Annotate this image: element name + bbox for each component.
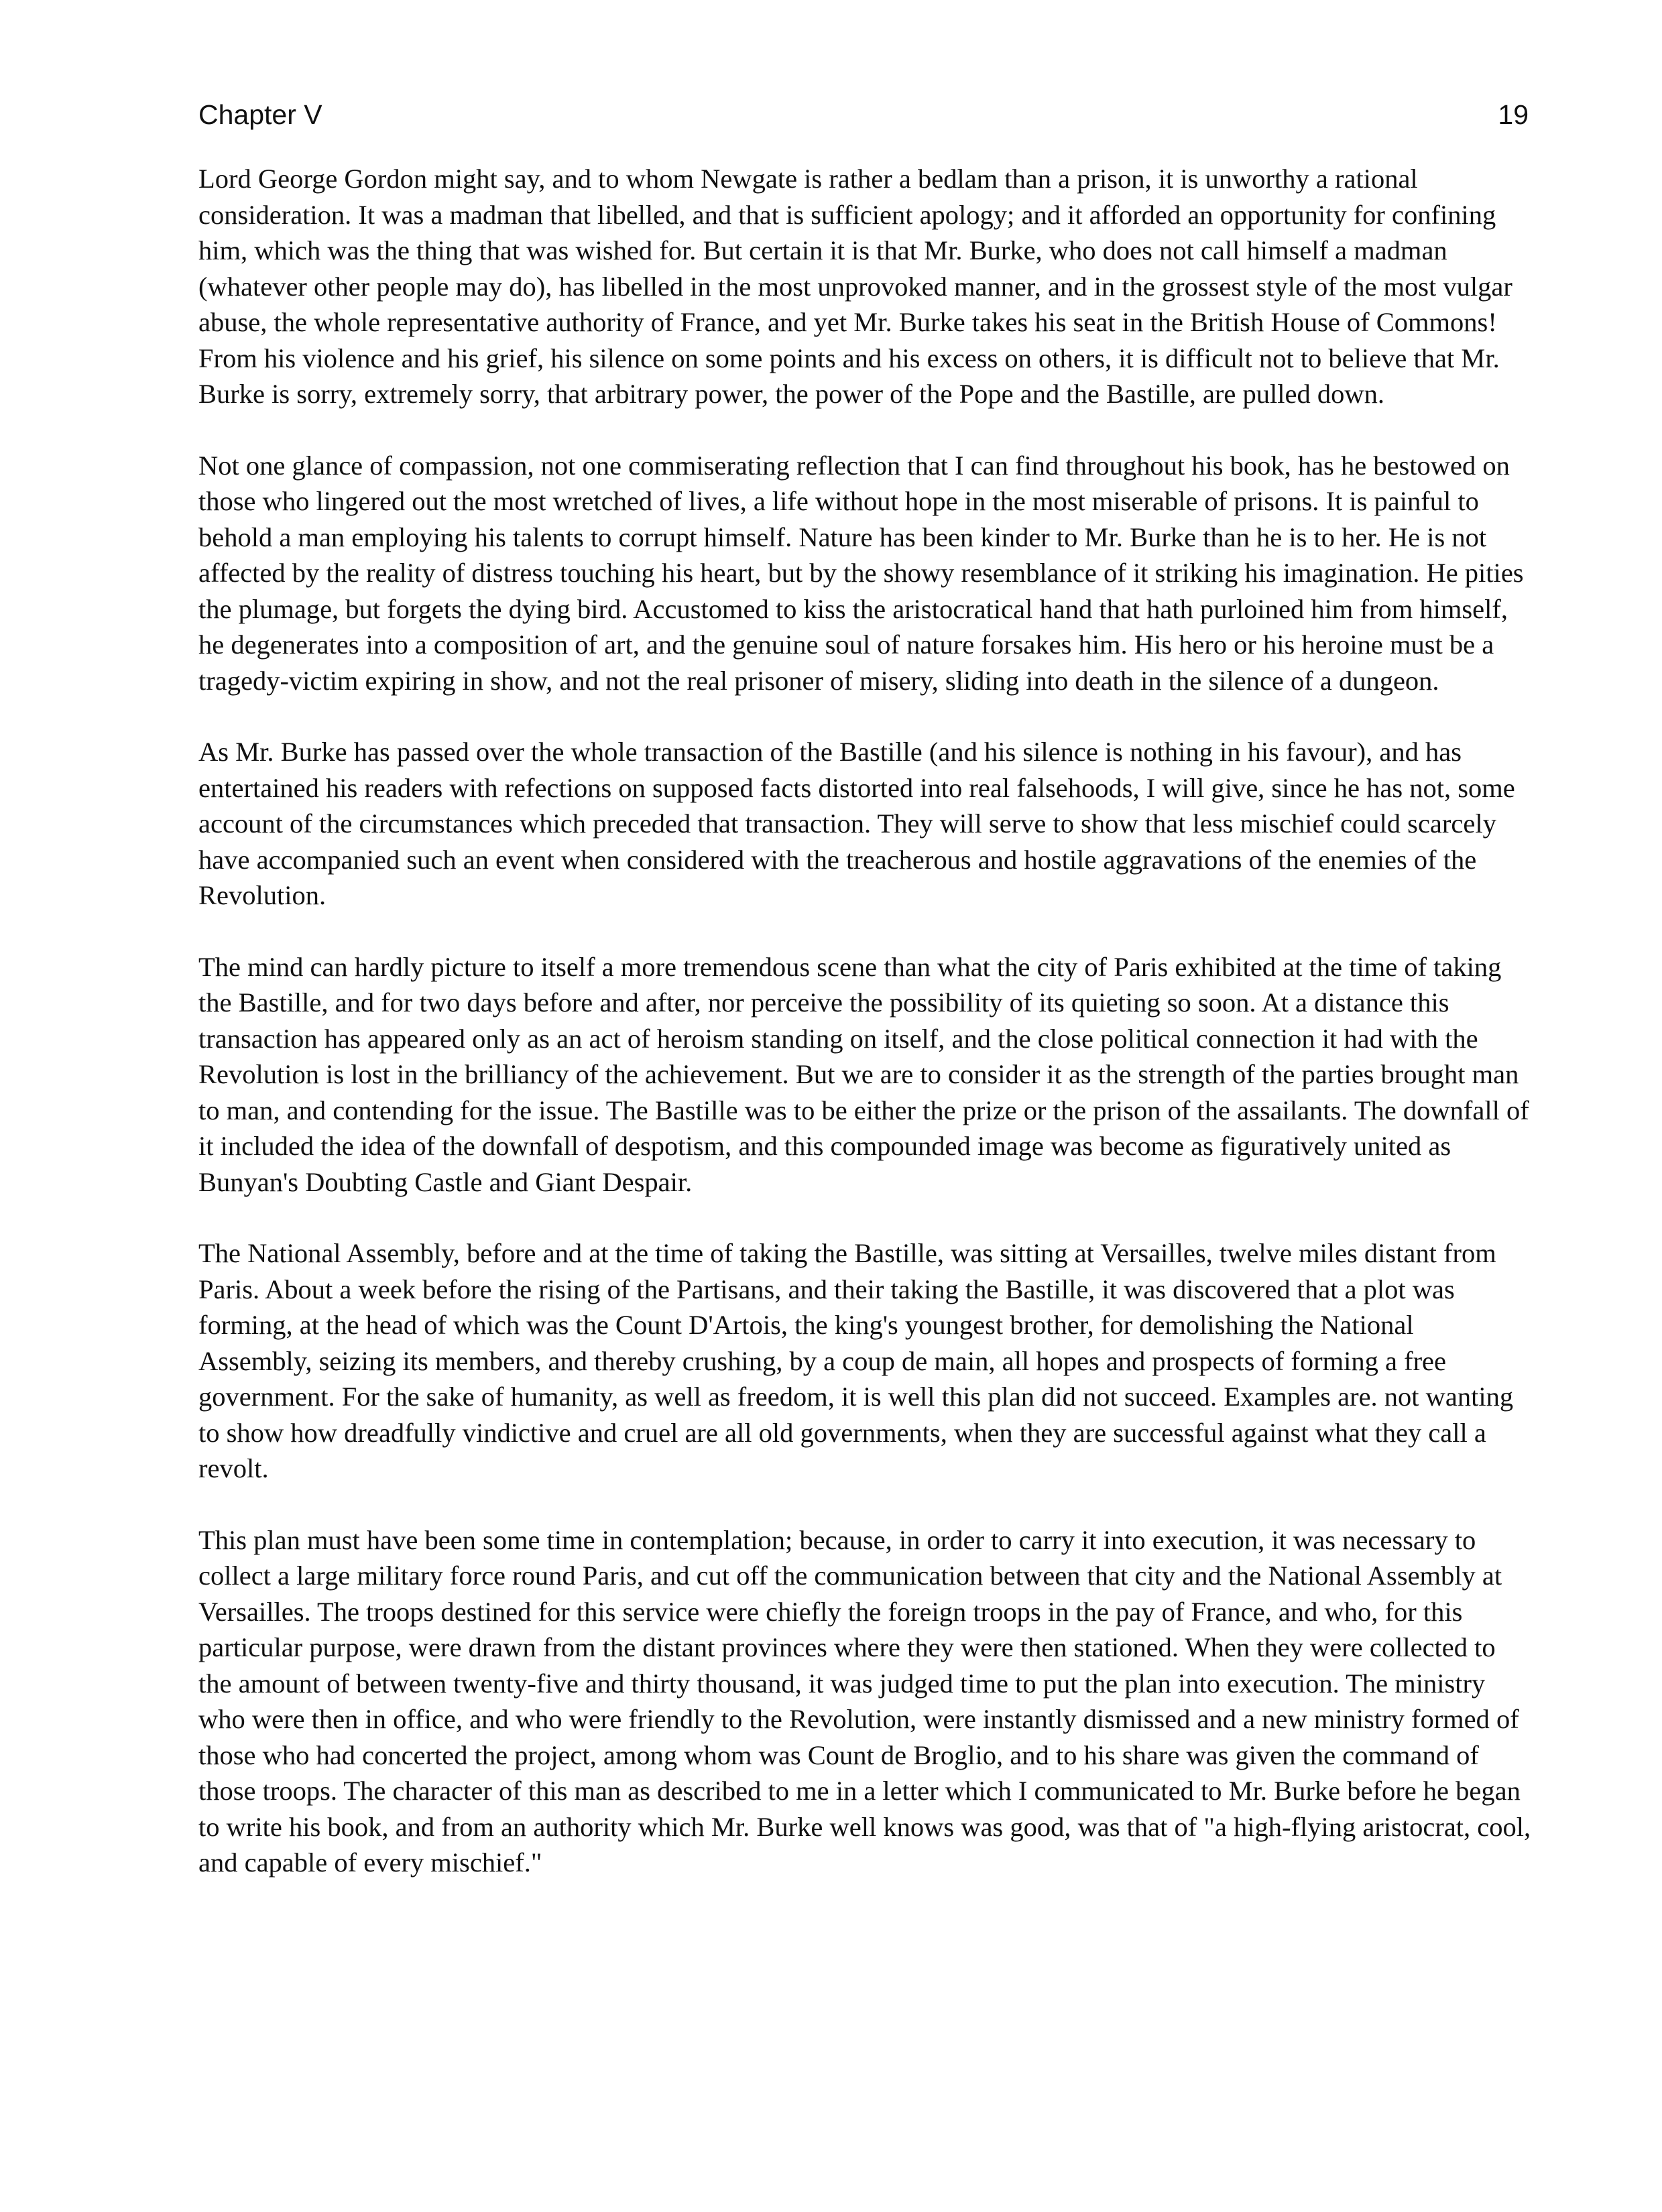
paragraph-5: The National Assembly, before and at the time of taking the Bastille, was sitting at Versailles, twelve miles distant from Paris. About a week before the rising of the Partisans, and their taking the Bastille, it was discovered that a plot was forming, at the head of which was the Count D'Artois, the king's youngest brother, for demolishing the National Assembly, seizing its members, and thereby crushing, by a coup de main, all hopes and prospects of forming a free government. For the sake of humanity, as well as freedom, it is well this plan did not succeed. Examples are. not wanting to show how dreadfully vindictive and cruel are all old governments, when they are successful against what they call a revolt. (198, 1238, 1514, 1483)
body-text (198, 161, 1533, 1916)
chapter-title: Chapter V (198, 99, 322, 130)
paragraph-2: Not one glance of compassion, not one commiserating reflection that I can find throughout his book, has he bestowed on those who lingered out the most wretched of lives, a life without hope in the most miserable of prisons. It is painful to behold a man employing his talents to corrupt himself. Nature has been kinder to Mr. Burke than he is to her. He is not affected by the reality of distress touching his heart, but by the showy resemblance of it striking his imagination. He pities the plumage, but forgets the dying bird. Accustomed to kiss the aristocratical hand that hath purloined him from himself, he degenerates into a composition of art, and the genuine soul of nature forsakes him. His hero or his heroine must be a tragedy-victim expiring in show, and not the real prisoner of misery, sliding into death in the silence of a dungeon. (198, 450, 1524, 696)
page-header (198, 99, 1529, 139)
page-number: 19 (1498, 99, 1529, 130)
paragraph-6: This plan must have been some time in contemplation; because, in order to carry it into execution, it was necessary to collect a large military force round Paris, and cut off the communication between that city and the National Assembly at Versailles. The troops destined for this service were chiefly the foreign troops in the pay of France, and who, for this particular purpose, were drawn from the distant provinces where they were then stationed. When they were collected to the amount of between twenty-five and thirty thousand, it was judged time to put the plan into execution. The ministry who were then in office, and who were friendly to the Revolution, were instantly dismissed and a new ministry formed of those who had concerted the project, among whom was Count de Broglio, and to his share was given the command of those troops. The character of this man as described to me in a letter which I communicated to Mr. Burke before he began to write his book, and from an authority which Mr. Burke well knows was good, was that of "a high-flying aristocrat, cool, and capable of every mischief." (198, 1524, 1531, 1878)
paragraph-1: Lord George Gordon might say, and to whom Newgate is rather a bedlam than a prison, it is unworthy a rational consideration. It was a madman that libelled, and that is sufficient apology; and it afforded an opportunity for confining him, which was the thing that was wished for. But certain it is that Mr. Burke, who does not call himself a madman (whatever other people may do), has libelled in the most unprovoked manner, and in the grossest style of the most vulgar abuse, the whole representative authority of France, and yet Mr. Burke takes his seat in the British House of Commons! From his violence and his grief, his silence on some points and his excess on others, it is difficult not to believe that Mr. Burke is sorry, extremely sorry, that arbitrary power, the power of the Pope and the Bastille, are pulled down. (198, 164, 1512, 409)
paragraph-4: The mind can hardly picture to itself a more tremendous scene than what the city of Paris exhibited at the time of taking the Bastille, and for two days before and after, nor perceive the possibility of its quieting so soon. At a distance this transaction has appeared only as an act of heroism standing on itself, and the close political connection it had with the Revolution is lost in the brilliancy of the achievement. But we are to consider it as the strength of the parties brought man to man, and contending for the issue. The Bastille was to be either the prize or the prison of the assailants. The downfall of it included the idea of the downfall of despotism, and this compounded image was become as figuratively united as Bunyan's Doubting Castle and Giant Despair. (198, 951, 1529, 1197)
paragraph-3: As Mr. Burke has passed over the whole transaction of the Bastille (and his silence is nothing in his favour), and has entertained his readers with refections on supposed facts distorted into real falsehoods, I will give, since he has not, some account of the circumstances which preceded that transaction. They will serve to show that less mischief could scarcely have accompanied such an event when considered with the treacherous and hostile aggravations of the enemies of the Revolution. (198, 737, 1515, 910)
